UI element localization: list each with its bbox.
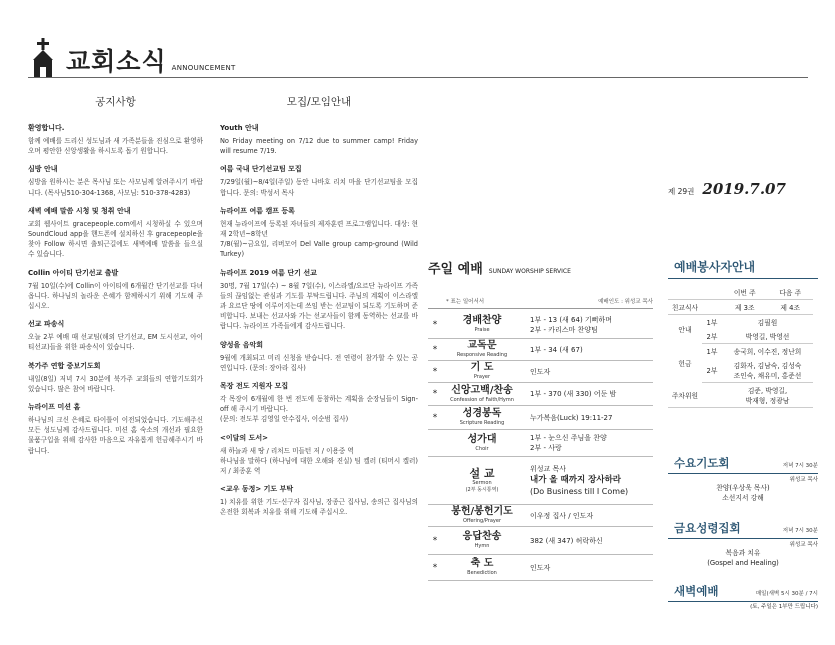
notice-heading: 뉴라이프 미션 홈	[28, 403, 81, 412]
notice-body: 교회 웹사이트 gracepeople.com에서 시청하실 수 있으며 SoundCloud app을 핸드폰에 설치하신 후 gracepeople을 찾아 Follow 하시면 출퇴근길에도 새벽예배 말씀을 들으실 수 있습니다.	[28, 219, 203, 259]
worship-item-ko: 경배찬양	[462, 315, 502, 326]
worship-item-ko: 성경봉독	[462, 408, 502, 419]
preacher-name: 위성교 목사	[530, 465, 567, 473]
notice-item	[28, 268, 203, 312]
dawn-service	[668, 583, 818, 610]
notice-item	[220, 268, 418, 332]
worship-detail: 누가복음(Luck) 19:11-27	[530, 413, 613, 422]
worship-item	[442, 340, 522, 359]
notice-item	[220, 123, 418, 156]
service-volunteers	[668, 258, 818, 408]
worship-detail: 1부 - 370 (새 330) 어둔 밤	[530, 390, 617, 398]
worship-row	[428, 311, 653, 339]
notice-heading: Youth 안내	[220, 124, 259, 132]
worship-row	[428, 383, 653, 406]
service-sub: 2부	[702, 329, 722, 344]
notice-item	[220, 340, 418, 373]
notice-body: 심방을 원하시는 분은 목사님 또는 사모님께 알려주시기 바랍니다. (목사님510-304-1368, 사모님: 510-378-4283)	[28, 178, 203, 197]
worship-detail: 이우정 집사 / 인도자	[530, 511, 594, 520]
friday-title: 금요성령집회	[674, 521, 741, 535]
notice-item	[28, 361, 203, 394]
service-next: 제 4조	[767, 300, 813, 315]
notice-item	[28, 402, 203, 456]
worship-item-en: Scripture Reading	[459, 420, 505, 426]
worship-row	[428, 505, 653, 527]
service-sub: 2부	[702, 358, 722, 383]
worship-row	[428, 430, 653, 457]
wednesday-body: 찬양(우상욱 목사) 소선지서 강해	[716, 484, 770, 502]
worship-subtitle: SUNDAY WORSHIP SERVICE	[488, 268, 571, 275]
page-subtitle: ANNOUNCEMENT	[171, 64, 236, 72]
dawn-time: 매일(새벽 5시 30분 / 7시	[755, 591, 818, 597]
service-role: 친교식사	[668, 300, 702, 315]
worship-detail: 382 (새 347) 허락하신	[530, 536, 603, 545]
worship-note-leader: 예배인도 : 위성교 목사	[598, 299, 653, 305]
worship-title: 주일 예배	[428, 262, 483, 277]
worship-item-en: Sermon (2부 동시통역)	[465, 479, 499, 493]
worship-item-ko: 교독문	[467, 340, 497, 351]
notice-item	[28, 319, 203, 352]
announcements-title: 공지사항	[95, 96, 136, 108]
notice-item	[220, 484, 418, 517]
standing-marker: *	[432, 344, 438, 355]
friday-leader: 위성교 목사	[789, 542, 818, 548]
worship-item-en: Offering/Prayer	[462, 518, 502, 524]
worship-item	[442, 315, 522, 334]
wednesday-prayer	[668, 455, 818, 503]
page-title: 교회소식	[66, 47, 167, 76]
worship-item-en: Praise	[474, 327, 490, 333]
worship-item-ko: 기 도	[470, 362, 494, 373]
worship-item-ko: 봉헌/봉헌기도	[451, 506, 513, 517]
worship-item	[442, 434, 522, 453]
service-role: 주차위원	[668, 383, 702, 408]
worship-note-standing: * 표는 일어서서	[446, 299, 485, 305]
service-sub: 1부	[706, 348, 718, 356]
header-divider	[28, 77, 808, 78]
service-names: 송국희, 이수진, 정난희	[733, 348, 802, 356]
service-role: 안내	[678, 326, 692, 335]
friday-service	[668, 520, 818, 568]
worship-item-ko: 응답찬송	[462, 531, 502, 542]
service-sub: 1부	[706, 319, 718, 327]
worship-item-ko: 성가대	[467, 433, 497, 445]
notice-item	[28, 206, 203, 260]
notice-heading: 뉴라이프 2019 여름 단기 선교	[220, 268, 317, 277]
worship-item	[442, 385, 522, 404]
standing-marker: *	[432, 389, 438, 399]
worship-detail: 1부 - 13 (새 64) 기뻐하며 2부 - 카리스마 찬양팀	[530, 315, 612, 334]
worship-row	[428, 555, 653, 581]
worship-detail: 인도자	[530, 563, 551, 572]
service-names: 김화자, 김남숙, 김성숙 조인숙, 채유미, 홍준선	[722, 358, 813, 383]
standing-marker: *	[432, 562, 438, 573]
worship-header	[428, 297, 653, 309]
issue-volume: 제 29권	[668, 187, 695, 196]
sermon-title-en: (Do Business till I Come)	[530, 487, 629, 496]
notice-heading: Collin 아이티 단기선교 출발	[28, 268, 119, 277]
worship-item-en: Hymn	[474, 543, 490, 549]
wednesday-leader: 위성교 목사	[789, 477, 818, 483]
worship-row	[428, 406, 653, 430]
notice-heading: 선교 파송식	[28, 320, 65, 329]
recruitment-title: 모집/모임안내	[286, 96, 352, 108]
service-role: 헌금	[678, 360, 692, 368]
worship-item-ko: 축 도	[470, 558, 494, 569]
notice-item	[220, 433, 418, 477]
worship-item-ko: 신앙고백/찬송	[451, 384, 513, 396]
issue-date	[668, 180, 786, 198]
announcements-column	[28, 94, 203, 464]
notice-heading: <이달의 도서>	[220, 433, 268, 442]
worship-row	[428, 457, 653, 505]
notice-body: 함께 예배를 드리신 성도님과 새 가족분들을 진심으로 환영하오며 평안한 신앙생활을 하시도록 돕기 원합니다.	[28, 137, 203, 156]
notice-heading: 새벽 예배 말씀 시청 및 청취 안내	[28, 206, 131, 215]
notice-item	[220, 164, 418, 197]
notice-heading: 환영합니다.	[28, 124, 65, 132]
notice-body: 9월에 개최되고 미리 신청을 받습니다. 전 연령이 참가할 수 있는 공연입니다. (문의: 장아라 집사)	[220, 353, 418, 372]
notice-body: 1) 치유를 위한 기도-신구자 집사님, 장종근 집사님, 송의근 집사님의 온전한 회복과 치유를 위해 기도해 주십시오.	[220, 498, 418, 517]
standing-marker: *	[432, 366, 438, 377]
worship-detail: 1부 - 34 (새 67)	[530, 345, 583, 354]
dawn-note: (토, 주일은 1부만 드립니다)	[750, 604, 818, 610]
notice-heading: 여름 국내 단기선교팀 모집	[220, 165, 302, 174]
service-names: 박영길, 박영선	[722, 329, 813, 344]
service-table	[668, 285, 813, 408]
worship-item-en: Responsive Reading	[456, 352, 508, 358]
worship-item-en: Benediction	[467, 570, 497, 576]
notice-body: 새 하늘과 새 땅 / 리처드 미들턴 저 / 이용중 역 하나님을 말하다 (하나님에 대한 오해와 진실) 팀 켈러 (티머시 켈러) 저 / 최종훈 역	[220, 446, 418, 476]
standing-marker: *	[432, 412, 438, 423]
recruitment-column	[220, 94, 418, 526]
sermon-detail	[522, 464, 628, 497]
notice-body: 각 목장이 6개월에 한 번 전도에 동참하는 계획을 순장님들이 Sign-off 해 주시기 바랍니다. (문의: 전도부 김영일 안수집사, 이순범 집사)	[220, 395, 418, 424]
service-this: 제 3조	[722, 300, 767, 315]
notice-item	[220, 206, 418, 260]
notice-body: 7/29일(월)~8/4일(주일) 동안 나바호 리치 마을 단기선교팀을 모집합니다. 문의: 박성서 목사	[220, 178, 418, 197]
friday-time: 저녁 7시 30분	[782, 528, 818, 534]
service-names: 김준, 박영길, 박재형, 정광남	[722, 383, 813, 408]
notice-heading: 뉴라이프 여름 캠프 등록	[220, 206, 295, 215]
sermon-title: 내가 올 때까지 장사하라	[530, 475, 621, 485]
service-names: 김필원	[757, 319, 778, 327]
worship-detail: 인도자	[530, 367, 551, 376]
wednesday-title: 수요기도회	[674, 456, 730, 470]
standing-marker: *	[432, 319, 438, 330]
worship-item	[442, 362, 522, 381]
notice-item	[28, 123, 203, 156]
notice-body: 하나님의 크신 은혜로 타이틀이 이전되었습니다. 기도해주신 모든 성도님께 감사드립니다. 미션 홈 숙소의 개선과 필요한 물품구입을 위해 감사한 마음으로 자유롭게 헌금해주시기 바랍니다.	[28, 416, 203, 455]
service-col-next: 다음 주	[767, 285, 813, 300]
worship-detail: 1부 - 눈으신 주님을 찬양 2부 - 사랑	[530, 434, 607, 452]
notice-heading: 양성을 음악회	[220, 340, 264, 349]
notice-body: 30명, 7월 17일(수) ~ 8월 7일(수), 이스라엘/요르단 뉴라이프 가족들의 끊임없는 관심과 기도를 부탁드립니다. 주님의 계획이 이스라엘과 요르단 땅에 이루어지는데 쓰임 받는 선교팀이 되도록 기도하며 준비합니다. 보내는 선교사와 가는 선교사들이 함께 동역하는 선교를 바랍니다. 뉴라이프 가족들에게 감사드립니다.	[220, 281, 418, 331]
church-icon	[28, 38, 58, 78]
notice-item	[220, 381, 418, 425]
header	[28, 30, 236, 78]
worship-row	[428, 527, 653, 555]
worship-item	[442, 558, 522, 577]
worship-item	[442, 531, 522, 550]
dawn-title: 새벽예배	[674, 584, 719, 598]
worship-item	[442, 506, 522, 525]
wednesday-time: 저녁 7시 30분	[782, 463, 818, 469]
worship-item-en: Choir	[475, 445, 489, 452]
worship-item-en: Prayer	[473, 374, 491, 380]
notice-heading: 심방 안내	[28, 165, 58, 174]
friday-body: 복음과 치유 (Gospel and Healing)	[707, 549, 779, 567]
worship-order	[428, 258, 653, 576]
standing-marker: *	[432, 535, 438, 546]
notice-body: No Friday meeting on 7/12 due to summer camp! Friday will resume 7/19.	[220, 137, 418, 156]
worship-item	[442, 468, 522, 494]
notice-heading: 목장 전도 지원자 모집	[220, 382, 289, 391]
worship-item-ko: 설 교	[469, 466, 495, 480]
worship-item-en: Confession of Faith/Hymn	[450, 396, 514, 403]
notice-heading: <교우 동정> 기도 부탁	[220, 485, 294, 494]
worship-item	[442, 408, 522, 427]
notice-body: 현재 뉴라이프에 등록된 자녀들의 제자훈련 프로그램입니다. 대상: 현재 2학년~8학년 7/8(월)~금요일, 리버모어 Del Valle group camp-ground (Wild Turkey)	[220, 219, 418, 259]
issue-date-value: 2019.7.07	[702, 180, 786, 198]
notice-body: 7월 10일(수)에 Collin이 아이티에 6개월간 단기선교를 다녀옵니다. 하나님의 놀라운 은혜가 함께하시기 위해 기도해 주십시오.	[28, 281, 203, 311]
notice-body: 내일(8일) 저녁 7시 30분에 북가주 교회들의 연합기도회가 있습니다. 많은 참여 바랍니다.	[28, 374, 203, 393]
notice-heading: 북가주 연합 중보기도회	[28, 361, 101, 370]
notice-item	[28, 164, 203, 197]
notice-body: 오늘 2부 예배 때 선교팀(해외 단기선교, EM 도시선교, 아이티선교)들을 위한 파송식이 있습니다.	[28, 333, 203, 352]
worship-row	[428, 339, 653, 361]
service-title: 예배봉사자안내	[668, 258, 818, 279]
service-col-this: 이번 주	[722, 285, 767, 300]
worship-row	[428, 361, 653, 383]
